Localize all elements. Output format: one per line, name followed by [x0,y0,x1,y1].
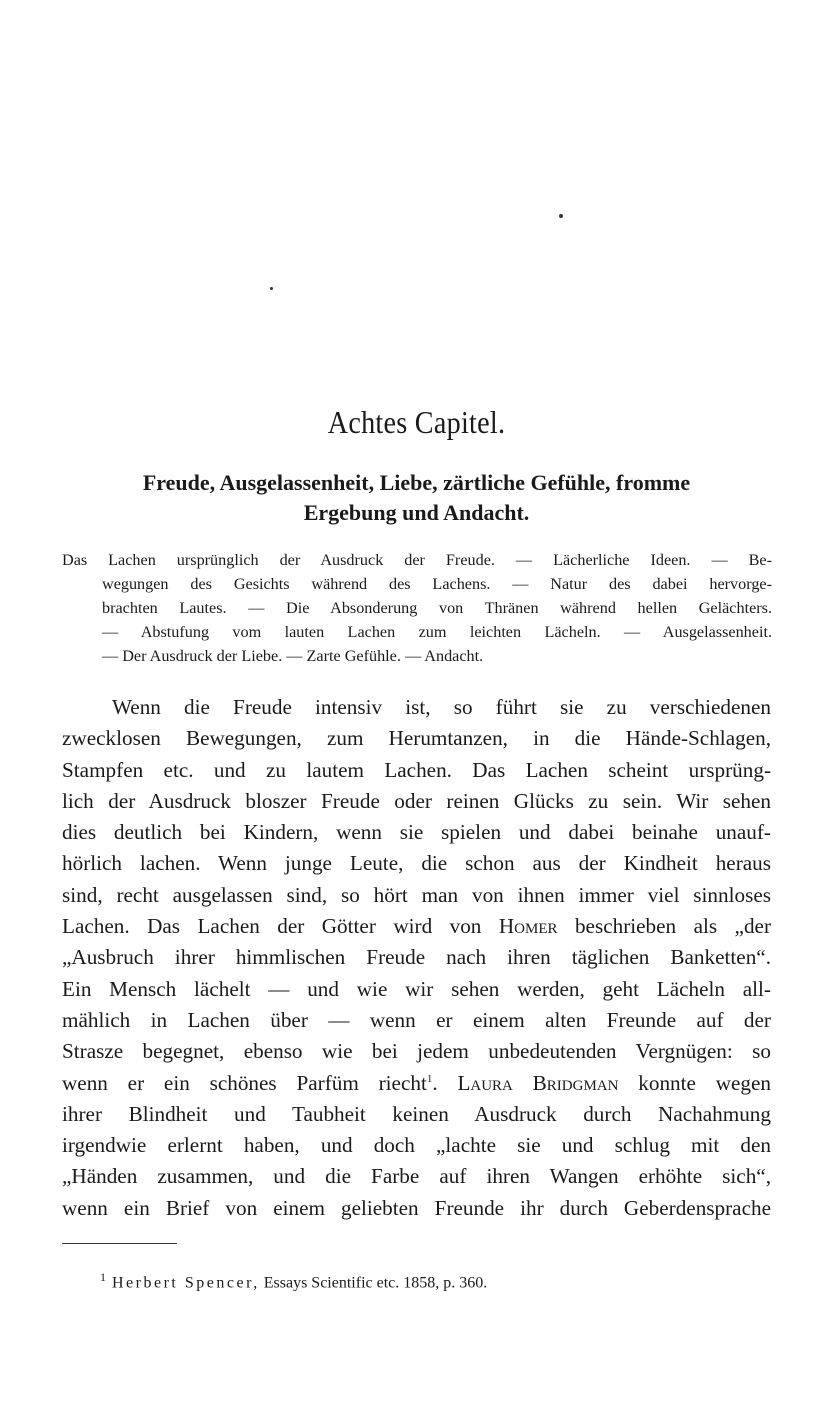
chapter-subtitle [70,468,763,528]
footnote-author: Herbert Spencer, [112,1274,260,1292]
body-line: ihrer Blindheit und Taubheit keinen Ausdruck durch Nachahmung [62,1101,771,1126]
footnote-divider [62,1243,177,1244]
summary-line: — Der Ausdruck der Liebe. — Zarte Gefühle. — Andacht. [102,647,484,665]
summary-line: Das Lachen ursprünglich der Ausdruck der Freude. — Lächerliche Ideen. — Be- [62,551,772,569]
person-name: Laura Bridgman [457,1070,619,1095]
subtitle-line: Ergebung und Andacht. [303,500,530,525]
subtitle-line: Freude, Ausgelassenheit, Liebe, zärtliche Gefühle, fromme [142,470,691,495]
body-line: Wenn die Freude intensiv ist, so führt sie zu verschiedenen [112,695,771,719]
text-segment: . [432,1070,438,1095]
body-line: Ein Mensch lächelt — und wie wir sehen werden, geht Lächeln all- [62,976,771,1001]
ink-speck [270,287,273,290]
chapter-title: Achtes Capitel. [327,404,506,440]
footnote-ref[interactable]: 1 [426,1072,433,1085]
body-line: lich der Ausdruck bloszer Freude oder reinen Glücks zu sein. Wir sehen [62,788,771,813]
footnote-number: 1 [100,1270,106,1284]
body-line: sind, recht ausgelassen sind, so hört man von ihnen immer viel sinnloses [62,882,771,907]
footnote [100,1266,487,1294]
summary-line: — Abstufung vom lauten Lachen zum leichten Lächeln. — Ausgelassenheit. [102,623,772,641]
body-line: „Ausbruch ihrer himmlischen Freude nach ihren täglichen Banketten“. [62,945,771,970]
body-line: zwecklosen Bewegungen, zum Herumtanzen, in die Hände-Schlagen, [62,726,771,751]
body-paragraph [62,692,771,1224]
text-segment: konnte wegen [638,1070,772,1095]
author-name: Homer [498,914,558,939]
body-line [62,1068,771,1099]
body-line: „Händen zusammen, und die Farbe auf ihren Wangen erhöhte sich“, [62,1164,771,1189]
text-segment: Lachen. Das Lachen der Götter wird von [62,914,482,939]
body-line: dies deutlich bei Kindern, wenn sie spielen und dabei beinahe unauf- [62,820,771,845]
body-line: hörlich lachen. Wenn junge Leute, die schon aus der Kindheit heraus [62,851,771,876]
footnote-text: Essays Scientific etc. 1858, p. 360. [263,1274,488,1292]
body-line: wenn ein Brief von einem geliebten Freunde ihr durch Geberdensprache [62,1195,771,1220]
summary-line: brachten Lautes. — Die Absonderung von Thränen während hellen Gelächters. [102,599,772,617]
body-line: irgendwie erlernt haben, und doch „lachte sie und schlug mit den [62,1133,771,1158]
body-line [62,911,771,942]
text-segment: wenn er ein schönes Parfüm riecht [62,1070,427,1095]
body-line: Strasze begegnet, ebenso wie bei jedem unbedeutenden Vergnügen: so [62,1039,771,1064]
body-line: mählich in Lachen über — wenn er einem alten Freunde auf der [62,1007,771,1032]
body-line: Stampfen etc. und zu lautem Lachen. Das Lachen scheint ursprüng- [62,757,771,782]
text-segment: beschrieben als „der [574,914,772,939]
chapter-summary [62,548,772,668]
summary-line: wegungen des Gesichts während des Lachens. — Natur des dabei hervorge- [102,575,772,593]
ink-speck [559,214,563,218]
